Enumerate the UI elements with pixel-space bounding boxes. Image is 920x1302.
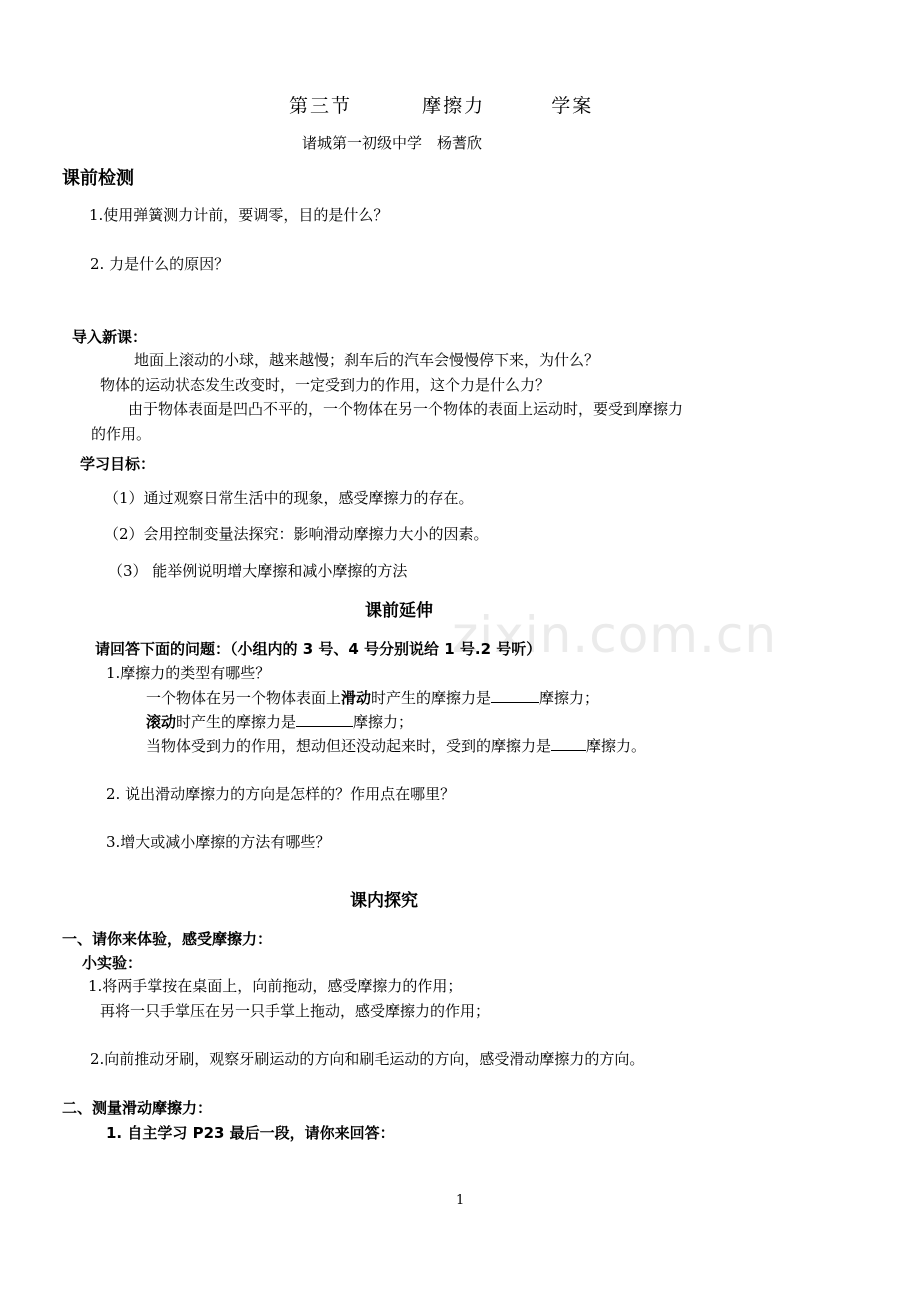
intro-line-3: 由于物体表面是凹凸不平的，一个物体在另一个物体的表面上运动时，要受到摩擦力 [128,400,684,418]
experiment-2: 2.向前推动牙刷，观察牙刷运动的方向和刷毛运动的方向，感受滑动摩擦力的方向。 [90,1050,645,1068]
goals-heading: 学习目标： [80,455,156,473]
experiment-label: 小实验： [82,954,143,972]
author-line: 诸城第一初级中学 杨蓍欣 [302,134,483,152]
experiment-1: 1.将两手掌按在桌面上，向前拖动，感受摩擦力的作用； [88,977,463,995]
extension-q1: 1.摩擦力的类型有哪些？ [106,664,271,682]
friction-type-static: 当物体受到力的作用，想动但还没动起来时，受到的摩擦力是 摩擦力。 [146,737,647,755]
intro-line-2: 物体的运动状态发生改变时，一定受到力的作用，这个力是什么力？ [100,376,551,394]
inquiry-part1-heading: 一、请你来体验，感受摩擦力： [62,930,273,948]
intro-line-1: 地面上滚动的小球，越来越慢；刹车后的汽车会慢慢停下来，为什么？ [134,351,600,369]
blank-sliding[interactable] [491,688,539,703]
intro-line-4: 的作用。 [91,425,152,443]
title-topic: 摩擦力 [422,95,486,117]
blank-rolling[interactable] [296,712,353,727]
extension-heading: 课前延伸 [365,601,433,621]
friction-type-sliding: 一个物体在另一个物体表面上滑动时产生的摩擦力是 摩擦力； [146,689,600,707]
intro-heading: 导入新课： [72,328,148,346]
inquiry-part2-q1: 1. 自主学习 P23 最后一段，请你来回答： [106,1124,395,1142]
pre-check-q2: 2. 力是什么的原因？ [90,255,230,273]
extension-q2: 2. 说出滑动摩擦力的方向是怎样的？作用点在哪里？ [106,785,456,803]
pre-check-heading: 课前检测 [62,168,134,189]
pre-check-q1: 1.使用弹簧测力计前，要调零，目的是什么？ [89,206,389,224]
blank-static[interactable] [551,736,586,751]
inquiry-part2-heading: 二、测量滑动摩擦力： [62,1099,213,1117]
title-section: 第三节 [289,95,353,117]
goal-3: （3） 能举例说明增大摩擦和减小摩擦的方法 [108,562,408,580]
inquiry-heading: 课内探究 [350,891,418,911]
goal-2: （2）会用控制变量法探究：影响滑动摩擦力大小的因素。 [104,525,489,543]
title-type: 学案 [551,95,594,117]
goal-1: （1）通过观察日常生活中的现象，感受摩擦力的存在。 [104,489,474,507]
extension-instruction: 请回答下面的问题：（小组内的 3 号、4 号分别说给 1 号.2 号听） [95,640,542,658]
extension-q3: 3.增大或减小摩擦的方法有哪些？ [106,833,331,851]
experiment-1b: 再将一只手掌压在另一只手掌上拖动，感受摩擦力的作用； [100,1002,491,1020]
watermark: zixin.com.cn [452,606,778,664]
page-title [289,96,593,116]
page-number: 1 [456,1193,465,1208]
friction-type-rolling: 滚动时产生的摩擦力是 摩擦力； [146,713,414,731]
